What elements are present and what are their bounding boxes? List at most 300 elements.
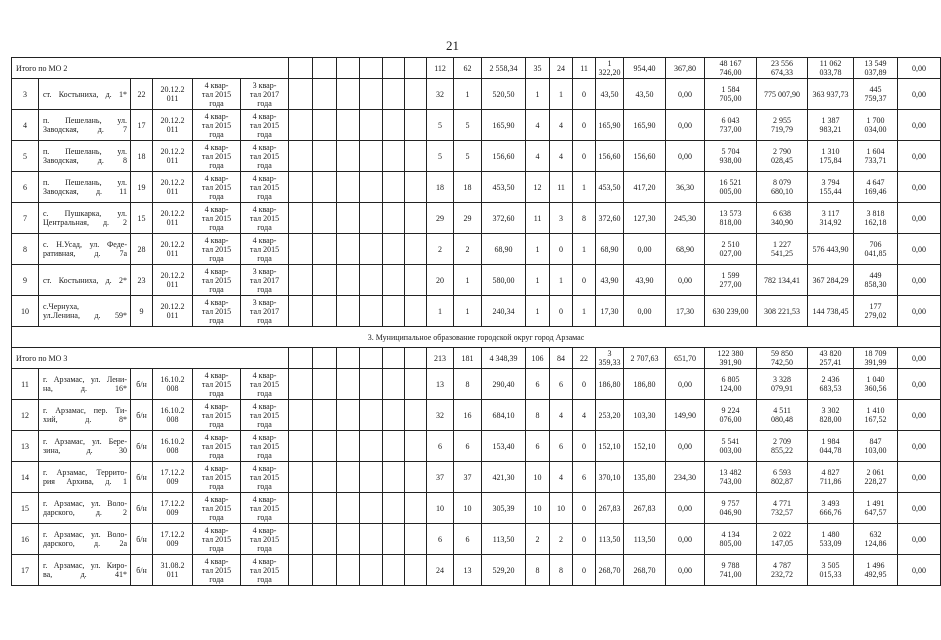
value-cell: 6 593 802,87 <box>757 462 808 493</box>
value-cell: 6 <box>550 369 573 400</box>
empty-cell <box>383 79 405 110</box>
value-cell: 6 638 340,90 <box>757 203 808 234</box>
total-row <box>12 348 941 369</box>
empty-cell <box>383 369 405 400</box>
value-cell: 6 <box>454 431 482 462</box>
empty-cell <box>313 110 337 141</box>
empty-cell <box>405 141 427 172</box>
planned-date-cell: 4 квар- тал 2015 года <box>193 110 241 141</box>
value-cell: 0,00 <box>666 369 705 400</box>
empty-cell <box>337 79 360 110</box>
value-cell: 1 <box>526 296 550 327</box>
empty-cell <box>360 296 383 327</box>
total-label: Итого по МО 3 <box>12 348 289 369</box>
value-cell: 5 704 938,00 <box>705 141 757 172</box>
value-cell: 0,00 <box>898 462 941 493</box>
value-cell: 43,50 <box>596 79 624 110</box>
value-cell: 6 043 737,00 <box>705 110 757 141</box>
value-cell: 0,00 <box>898 296 941 327</box>
empty-cell <box>313 524 337 555</box>
value-cell: 186,80 <box>596 369 624 400</box>
value-cell: 213 <box>427 348 454 369</box>
empty-cell <box>360 431 383 462</box>
value-cell: 0,00 <box>624 296 666 327</box>
planned-date-cell: 4 квар- тал 2015 года <box>241 400 289 431</box>
empty-cell <box>313 58 337 79</box>
document-number-cell: 22 <box>131 79 153 110</box>
row-number: 11 <box>12 369 39 400</box>
empty-cell <box>383 462 405 493</box>
value-cell: 234,30 <box>666 462 705 493</box>
value-cell: 0,00 <box>898 400 941 431</box>
date-cell: 16.10.2 008 <box>153 369 193 400</box>
empty-cell <box>383 493 405 524</box>
value-cell: 305,39 <box>482 493 526 524</box>
value-cell: 6 <box>454 524 482 555</box>
value-cell: 0,00 <box>666 79 705 110</box>
value-cell: 5 <box>427 141 454 172</box>
empty-cell <box>383 172 405 203</box>
empty-cell <box>405 462 427 493</box>
value-cell: 529,20 <box>482 555 526 586</box>
empty-cell <box>289 493 313 524</box>
empty-cell <box>405 493 427 524</box>
value-cell: 580,00 <box>482 265 526 296</box>
empty-cell <box>337 141 360 172</box>
empty-cell <box>383 110 405 141</box>
empty-cell <box>313 369 337 400</box>
empty-cell <box>360 369 383 400</box>
value-cell: 13 549 037,89 <box>854 58 898 79</box>
value-cell: 2 <box>526 524 550 555</box>
value-cell: 0 <box>573 369 596 400</box>
value-cell: 1 584 705,00 <box>705 79 757 110</box>
value-cell: 103,30 <box>624 400 666 431</box>
value-cell: 782 134,41 <box>757 265 808 296</box>
value-cell: 520,50 <box>482 79 526 110</box>
value-cell: 1 <box>526 234 550 265</box>
value-cell: 59 850 742,50 <box>757 348 808 369</box>
value-cell: 2 061 228,27 <box>854 462 898 493</box>
planned-date-cell: 3 квар- тал 2017 года <box>241 79 289 110</box>
value-cell: 0,00 <box>898 58 941 79</box>
table-row <box>12 555 941 586</box>
planned-date-cell: 3 квар- тал 2017 года <box>241 296 289 327</box>
empty-cell <box>405 400 427 431</box>
planned-date-cell: 4 квар- тал 2015 года <box>241 234 289 265</box>
value-cell: 1 <box>526 265 550 296</box>
value-cell: 9 788 741,00 <box>705 555 757 586</box>
value-cell: 253,20 <box>596 400 624 431</box>
empty-cell <box>289 348 313 369</box>
value-cell: 32 <box>427 400 454 431</box>
value-cell: 16 <box>454 400 482 431</box>
value-cell: 0,00 <box>898 203 941 234</box>
value-cell: 632 124,86 <box>854 524 898 555</box>
value-cell: 5 <box>454 141 482 172</box>
document-number-cell: б/н <box>131 462 153 493</box>
empty-cell <box>313 203 337 234</box>
table-row <box>12 110 941 141</box>
value-cell: 165,90 <box>596 110 624 141</box>
value-cell: 0 <box>573 555 596 586</box>
value-cell: 22 <box>573 348 596 369</box>
value-cell: 775 007,90 <box>757 79 808 110</box>
value-cell: 106 <box>526 348 550 369</box>
planned-date-cell: 4 квар- тал 2015 года <box>193 172 241 203</box>
value-cell: 4 <box>526 141 550 172</box>
date-cell: 16.10.2 008 <box>153 400 193 431</box>
value-cell: 10 <box>550 493 573 524</box>
value-cell: 13 482 743,00 <box>705 462 757 493</box>
row-number: 12 <box>12 400 39 431</box>
empty-cell <box>289 555 313 586</box>
table-row <box>12 172 941 203</box>
value-cell: 10 <box>427 493 454 524</box>
date-cell: 20.12.2 011 <box>153 265 193 296</box>
date-cell: 20.12.2 011 <box>153 172 193 203</box>
value-cell: 453,50 <box>596 172 624 203</box>
value-cell: 113,50 <box>482 524 526 555</box>
empty-cell <box>405 203 427 234</box>
value-cell: 0,00 <box>666 265 705 296</box>
planned-date-cell: 4 квар- тал 2015 года <box>241 110 289 141</box>
empty-cell <box>405 58 427 79</box>
value-cell: 267,83 <box>596 493 624 524</box>
value-cell: 17,30 <box>596 296 624 327</box>
empty-cell <box>383 203 405 234</box>
empty-cell <box>313 296 337 327</box>
address-cell: г. Арзамас, ул. Лени- на, д. 16* <box>39 369 131 400</box>
value-cell: 4 <box>526 110 550 141</box>
row-number: 3 <box>12 79 39 110</box>
value-cell: 37 <box>454 462 482 493</box>
value-cell: 0,00 <box>666 141 705 172</box>
value-cell: 453,50 <box>482 172 526 203</box>
empty-cell <box>405 79 427 110</box>
date-cell: 17.12.2 009 <box>153 493 193 524</box>
value-cell: 0,00 <box>898 493 941 524</box>
value-cell: 240,34 <box>482 296 526 327</box>
value-cell: 4 <box>550 110 573 141</box>
value-cell: 0,00 <box>898 524 941 555</box>
empty-cell <box>313 141 337 172</box>
value-cell: 3 818 162,18 <box>854 203 898 234</box>
value-cell: 8 <box>454 369 482 400</box>
value-cell: 1 <box>454 79 482 110</box>
planned-date-cell: 4 квар- тал 2015 года <box>193 524 241 555</box>
value-cell: 165,90 <box>624 110 666 141</box>
value-cell: 3 493 666,76 <box>808 493 854 524</box>
value-cell: 1 496 492,95 <box>854 555 898 586</box>
value-cell: 1 <box>550 79 573 110</box>
value-cell: 0,00 <box>666 524 705 555</box>
empty-cell <box>360 400 383 431</box>
empty-cell <box>360 348 383 369</box>
value-cell: 245,30 <box>666 203 705 234</box>
value-cell: 2 <box>427 234 454 265</box>
value-cell: 18 <box>454 172 482 203</box>
value-cell: 10 <box>454 493 482 524</box>
value-cell: 2 707,63 <box>624 348 666 369</box>
value-cell: 0,00 <box>898 172 941 203</box>
value-cell: 43,90 <box>624 265 666 296</box>
table-row <box>12 265 941 296</box>
value-cell: 363 937,73 <box>808 79 854 110</box>
empty-cell <box>337 431 360 462</box>
document-number-cell: 17 <box>131 110 153 141</box>
value-cell: 13 <box>454 555 482 586</box>
planned-date-cell: 4 квар- тал 2015 года <box>193 400 241 431</box>
value-cell: 0,00 <box>898 369 941 400</box>
value-cell: 6 <box>427 524 454 555</box>
empty-cell <box>289 296 313 327</box>
value-cell: 1 <box>573 234 596 265</box>
value-cell: 0,00 <box>898 79 941 110</box>
value-cell: 48 167 746,00 <box>705 58 757 79</box>
value-cell: 152,10 <box>596 431 624 462</box>
value-cell: 0 <box>550 296 573 327</box>
value-cell: 2 <box>454 234 482 265</box>
value-cell: 165,90 <box>482 110 526 141</box>
empty-cell <box>383 234 405 265</box>
document-number-cell: 23 <box>131 265 153 296</box>
value-cell: 0 <box>573 141 596 172</box>
row-number: 13 <box>12 431 39 462</box>
planned-date-cell: 4 квар- тал 2015 года <box>193 431 241 462</box>
value-cell: 3 328 079,91 <box>757 369 808 400</box>
date-cell: 20.12.2 011 <box>153 296 193 327</box>
value-cell: 62 <box>454 58 482 79</box>
value-cell: 36,30 <box>666 172 705 203</box>
empty-cell <box>289 265 313 296</box>
value-cell: 4 787 232,72 <box>757 555 808 586</box>
empty-cell <box>289 203 313 234</box>
planned-date-cell: 3 квар- тал 2017 года <box>241 265 289 296</box>
empty-cell <box>313 462 337 493</box>
table-row <box>12 296 941 327</box>
value-cell: 10 <box>526 493 550 524</box>
planned-date-cell: 4 квар- тал 2015 года <box>193 234 241 265</box>
value-cell: 4 511 080,48 <box>757 400 808 431</box>
row-number: 4 <box>12 110 39 141</box>
value-cell: 2 436 683,53 <box>808 369 854 400</box>
date-cell: 20.12.2 011 <box>153 79 193 110</box>
value-cell: 0 <box>573 79 596 110</box>
date-cell: 20.12.2 011 <box>153 141 193 172</box>
document-number-cell: б/н <box>131 400 153 431</box>
empty-cell <box>405 110 427 141</box>
date-cell: 17.12.2 009 <box>153 462 193 493</box>
planned-date-cell: 4 квар- тал 2015 года <box>241 431 289 462</box>
value-cell: 35 <box>526 58 550 79</box>
value-cell: 8 079 680,10 <box>757 172 808 203</box>
empty-cell <box>405 348 427 369</box>
row-number: 10 <box>12 296 39 327</box>
value-cell: 2 955 719,79 <box>757 110 808 141</box>
value-cell: 5 <box>454 110 482 141</box>
value-cell: 68,90 <box>596 234 624 265</box>
value-cell: 372,60 <box>596 203 624 234</box>
value-cell: 0 <box>573 110 596 141</box>
address-cell: г. Арзамас, ул. Бере- зина, д. 30 <box>39 431 131 462</box>
empty-cell <box>337 172 360 203</box>
value-cell: 1 322,20 <box>596 58 624 79</box>
value-cell: 8 <box>526 555 550 586</box>
planned-date-cell: 4 квар- тал 2015 года <box>241 369 289 400</box>
address-cell: с. Н.Усад, ул. Феде- ративная, д. 7а <box>39 234 131 265</box>
value-cell: 367 284,29 <box>808 265 854 296</box>
value-cell: 0,00 <box>898 555 941 586</box>
value-cell: 0 <box>573 431 596 462</box>
value-cell: 1 040 360,56 <box>854 369 898 400</box>
value-cell: 8 <box>550 555 573 586</box>
value-cell: 2 510 027,00 <box>705 234 757 265</box>
value-cell: 5 541 003,00 <box>705 431 757 462</box>
value-cell: 3 505 015,33 <box>808 555 854 586</box>
value-cell: 9 224 076,00 <box>705 400 757 431</box>
value-cell: 630 239,00 <box>705 296 757 327</box>
empty-cell <box>313 79 337 110</box>
empty-cell <box>383 555 405 586</box>
value-cell: 68,90 <box>482 234 526 265</box>
value-cell: 37 <box>427 462 454 493</box>
value-cell: 651,70 <box>666 348 705 369</box>
empty-cell <box>360 493 383 524</box>
document-number-cell: б/н <box>131 524 153 555</box>
table-row <box>12 234 941 265</box>
value-cell: 4 <box>550 400 573 431</box>
empty-cell <box>383 431 405 462</box>
planned-date-cell: 4 квар- тал 2015 года <box>241 172 289 203</box>
value-cell: 954,40 <box>624 58 666 79</box>
document-number-cell: 19 <box>131 172 153 203</box>
value-cell: 268,70 <box>596 555 624 586</box>
value-cell: 4 <box>550 462 573 493</box>
value-cell: 449 858,30 <box>854 265 898 296</box>
value-cell: 1 700 034,00 <box>854 110 898 141</box>
value-cell: 1 480 533,09 <box>808 524 854 555</box>
value-cell: 4 <box>573 400 596 431</box>
empty-cell <box>360 141 383 172</box>
address-cell: ст. Костыниха, д. 2* <box>39 265 131 296</box>
value-cell: 113,50 <box>624 524 666 555</box>
value-cell: 6 <box>573 462 596 493</box>
value-cell: 8 <box>526 400 550 431</box>
value-cell: 32 <box>427 79 454 110</box>
empty-cell <box>405 555 427 586</box>
value-cell: 1 310 175,84 <box>808 141 854 172</box>
planned-date-cell: 4 квар- тал 2015 года <box>241 203 289 234</box>
empty-cell <box>383 141 405 172</box>
empty-cell <box>405 234 427 265</box>
value-cell: 17,30 <box>666 296 705 327</box>
empty-cell <box>337 265 360 296</box>
empty-cell <box>383 58 405 79</box>
value-cell: 367,80 <box>666 58 705 79</box>
planned-date-cell: 4 квар- тал 2015 года <box>193 203 241 234</box>
empty-cell <box>289 400 313 431</box>
value-cell: 6 <box>550 431 573 462</box>
value-cell: 11 <box>573 58 596 79</box>
value-cell: 43 820 257,41 <box>808 348 854 369</box>
empty-cell <box>313 555 337 586</box>
value-cell: 18 709 391,99 <box>854 348 898 369</box>
address-cell: г. Арзамас, ул. Воло- дарского, д. 2а <box>39 524 131 555</box>
value-cell: 576 443,90 <box>808 234 854 265</box>
empty-cell <box>313 493 337 524</box>
empty-cell <box>360 58 383 79</box>
address-cell: г. Арзамас, Террито- рия Архива, д. 1 <box>39 462 131 493</box>
value-cell: 267,83 <box>624 493 666 524</box>
document-number-cell: 9 <box>131 296 153 327</box>
empty-cell <box>337 234 360 265</box>
empty-cell <box>289 58 313 79</box>
value-cell: 29 <box>454 203 482 234</box>
date-cell: 20.12.2 011 <box>153 110 193 141</box>
empty-cell <box>337 110 360 141</box>
date-cell: 20.12.2 011 <box>153 234 193 265</box>
document-number-cell: 28 <box>131 234 153 265</box>
value-cell: 445 759,37 <box>854 79 898 110</box>
address-cell: ст. Костыниха, д. 1* <box>39 79 131 110</box>
value-cell: 43,50 <box>624 79 666 110</box>
value-cell: 3 794 155,44 <box>808 172 854 203</box>
empty-cell <box>337 400 360 431</box>
value-cell: 12 <box>526 172 550 203</box>
empty-cell <box>360 172 383 203</box>
value-cell: 186,80 <box>624 369 666 400</box>
value-cell: 13 573 818,00 <box>705 203 757 234</box>
value-cell: 0,00 <box>666 431 705 462</box>
planned-date-cell: 4 квар- тал 2015 года <box>193 369 241 400</box>
value-cell: 3 <box>550 203 573 234</box>
value-cell: 2 558,34 <box>482 58 526 79</box>
value-cell: 2 790 028,45 <box>757 141 808 172</box>
value-cell: 153,40 <box>482 431 526 462</box>
value-cell: 1 <box>427 296 454 327</box>
value-cell: 290,40 <box>482 369 526 400</box>
row-number: 6 <box>12 172 39 203</box>
value-cell: 2 022 147,05 <box>757 524 808 555</box>
address-cell: г. Арзамас, пер. Ти- хий, д. 8* <box>39 400 131 431</box>
value-cell: 684,10 <box>482 400 526 431</box>
planned-date-cell: 4 квар- тал 2015 года <box>193 79 241 110</box>
row-number: 14 <box>12 462 39 493</box>
planned-date-cell: 4 квар- тал 2015 года <box>193 296 241 327</box>
value-cell: 1 <box>550 265 573 296</box>
value-cell: 127,30 <box>624 203 666 234</box>
planned-date-cell: 4 квар- тал 2015 года <box>193 462 241 493</box>
empty-cell <box>289 234 313 265</box>
value-cell: 6 <box>427 431 454 462</box>
row-number: 15 <box>12 493 39 524</box>
value-cell: 9 757 046,90 <box>705 493 757 524</box>
value-cell: 122 380 391,90 <box>705 348 757 369</box>
address-cell: г. Арзамас, ул. Киро- ва, д. 41* <box>39 555 131 586</box>
value-cell: 84 <box>550 348 573 369</box>
value-cell: 847 103,00 <box>854 431 898 462</box>
value-cell: 1 604 733,71 <box>854 141 898 172</box>
value-cell: 1 <box>573 296 596 327</box>
value-cell: 4 647 169,46 <box>854 172 898 203</box>
document-number-cell: 18 <box>131 141 153 172</box>
row-number: 17 <box>12 555 39 586</box>
value-cell: 68,90 <box>666 234 705 265</box>
empty-cell <box>337 296 360 327</box>
table-row <box>12 203 941 234</box>
date-cell: 16.10.2 008 <box>153 431 193 462</box>
